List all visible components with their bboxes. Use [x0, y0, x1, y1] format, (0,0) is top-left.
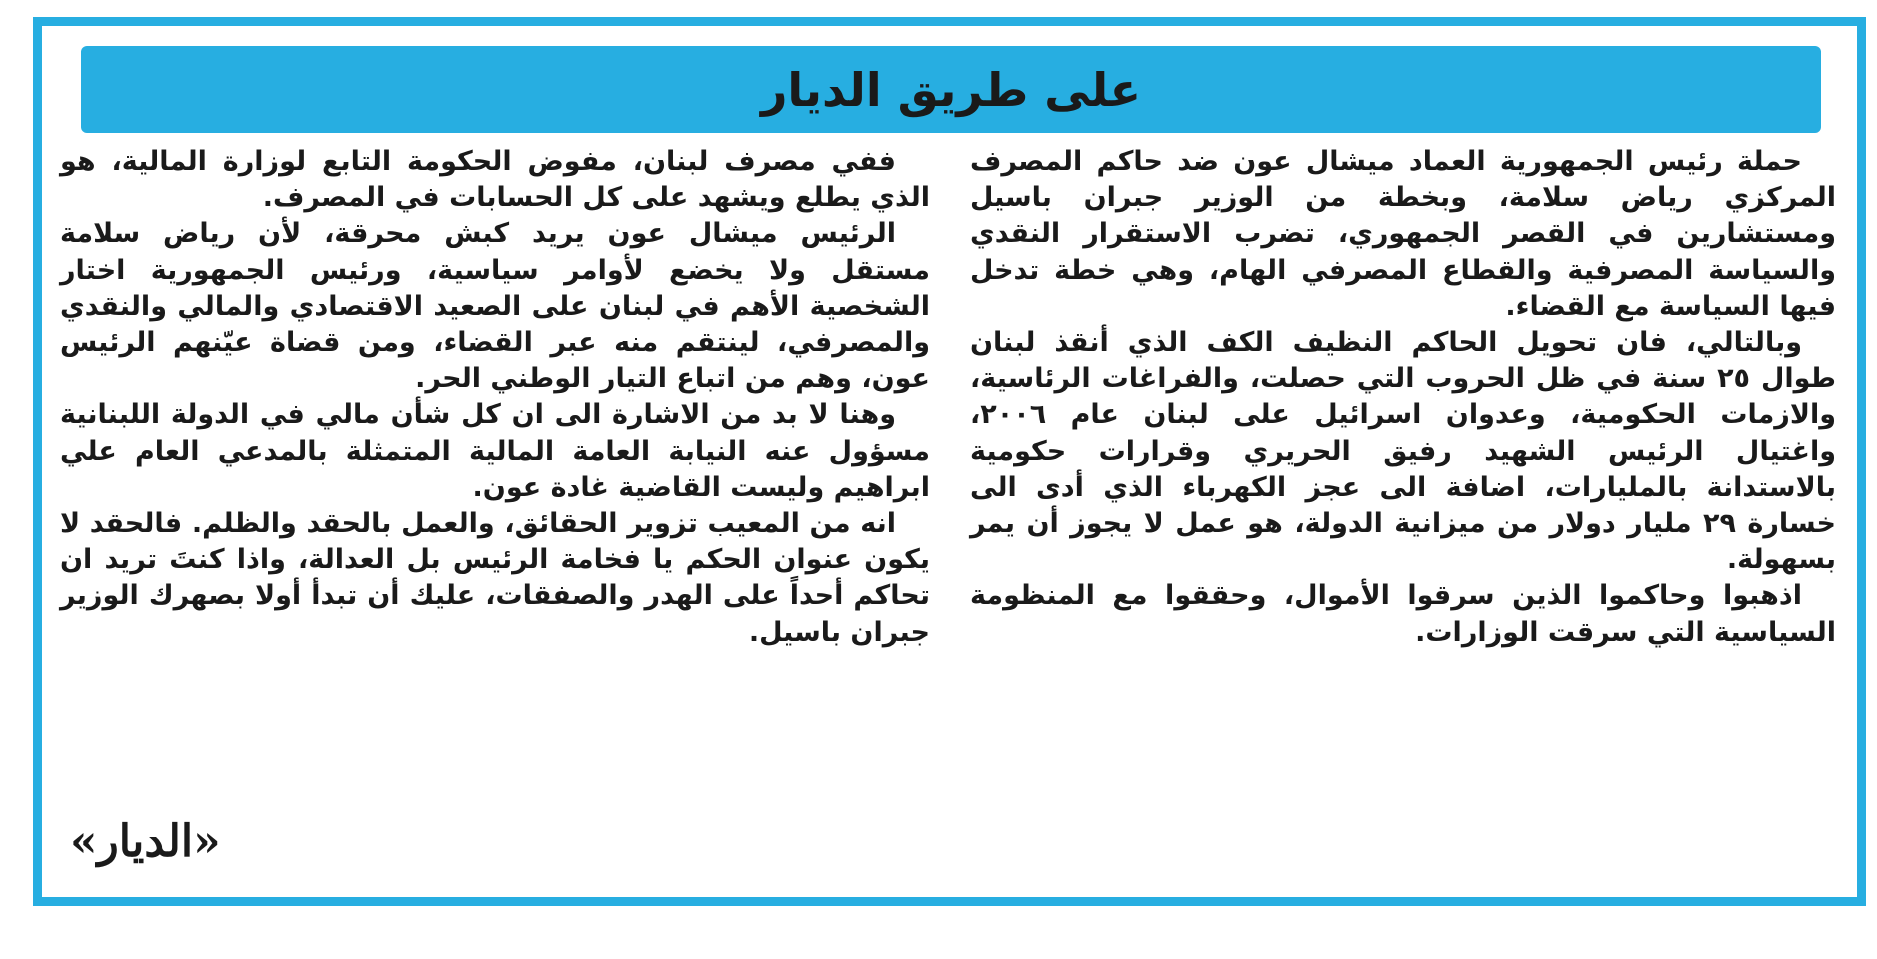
article-title: على طريق الديار — [760, 62, 1142, 117]
newspaper-signature: «الديار» — [70, 816, 221, 867]
paragraph: وهنا لا بد من الاشارة الى ان كل شأن مالي في الدولة اللبنانية مسؤول عنه النيابة العامة المالية المتمثلة بالمدعي العام علي ابراهيم وليست القاضية غادة عون. — [60, 399, 930, 503]
right-column — [970, 144, 1836, 651]
paragraph: اذهبوا وحاكموا الذين سرقوا الأموال، وحققوا مع المنظومة السياسية التي سرقت الوزارات. — [970, 580, 1836, 648]
left-column — [60, 144, 930, 651]
title-banner — [81, 46, 1821, 133]
paragraph: وبالتالي، فان تحويل الحاكم النظيف الكف الذي أنقذ لبنان طوال ٢٥ سنة في ظل الحروب التي حصلت، والفراغات الرئاسية، والازمات الحكومية، وعدوان اسرائيل على لبنان عام ٢٠٠٦، واغتيال الرئيس الشهيد رفيق الحريري وقرارات حكومية بالاستدانة بالمليارات، اضافة الى عجز الكهرباء الذي أدى الى خسارة ٢٩ مليار دولار من ميزانية الدولة، هو عمل لا يجوز أن يمر بسهولة. — [970, 327, 1836, 576]
paragraph: ففي مصرف لبنان، مفوض الحكومة التابع لوزارة المالية، هو الذي يطلع ويشهد على كل الحسابات في المصرف. — [60, 146, 930, 214]
paragraph: الرئيس ميشال عون يريد كبش محرقة، لأن رياض سلامة مستقل ولا يخضع لأوامر سياسية، ورئيس الجمهورية اختار الشخصية الأهم في لبنان على الصعيد الاقتصادي والمالي والنقدي والمصرفي، لينتقم منه عبر القضاء، ومن قضاة عيّنهم الرئيس عون، وهم من اتباع التيار الوطني الحر. — [60, 218, 930, 395]
paragraph: حملة رئيس الجمهورية العماد ميشال عون ضد حاكم المصرف المركزي رياض سلامة، وبخطة من الوزير جبران باسيل ومستشارين في القصر الجمهوري، تضرب الاستقرار النقدي والسياسة المصرفية والقطاع المصرفي الهام، وهي خطة تدخل فيها السياسة مع القضاء. — [970, 146, 1836, 322]
paragraph: انه من المعيب تزوير الحقائق، والعمل بالحقد والظلم. فالحقد لا يكون عنوان الحكم يا فخامة الرئيس بل العدالة، واذا كنتَ تريد ان تحاكم أحداً على الهدر والصفقات، عليك أن تبدأ أولا بصهرك الوزير جبران باسيل. — [60, 508, 930, 648]
